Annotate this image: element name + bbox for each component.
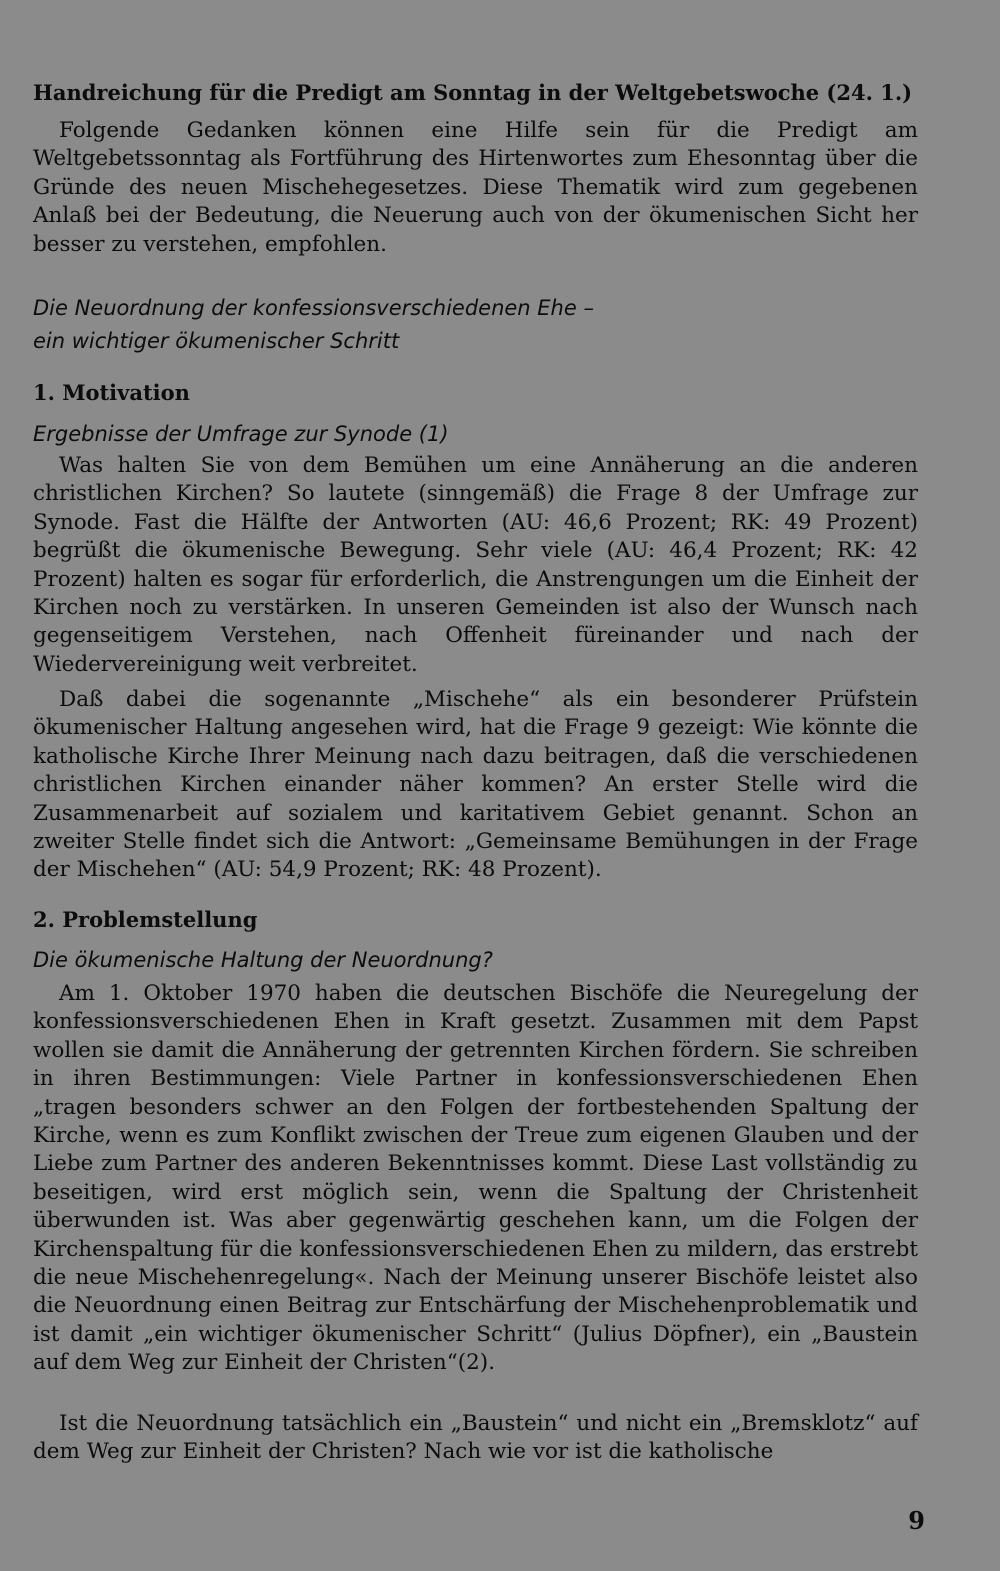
page-title: Handreichung für die Predigt am Sonntag in der Weltgebetswoche (24. 1.): [33, 80, 913, 105]
page-number: 9: [908, 1506, 925, 1535]
section-2-paragraph-2: Ist die Neuordnung tatsächlich ein „Baustein“ und nicht ein „Bremsklotz“ auf dem Weg zur Einheit der Christen? Nach wie vor ist die katholische: [33, 1411, 918, 1465]
intro-paragraph: Folgende Gedanken können eine Hilfe sein für die Predigt am Weltgebetssonntag als Fortführung des Hirtenwortes zum Ehesonntag über die Gründe des neuen Mischehegesetzes. Diese Thematik wird zum gegebenen Anlaß bei der Bedeutung, die Neuerung auch von der ökumenischen Sicht her besser zu verstehen, empfohlen.: [33, 118, 918, 257]
section-1-subheading: Ergebnisse der Umfrage zur Synode (1): [33, 422, 449, 446]
section-2-paragraph-1: Am 1. Oktober 1970 haben die deutschen Bischöfe die Neuregelung der konfessionsverschiedenen Ehen in Kraft gesetzt. Zusammen mit dem Papst wollen sie damit die Annäherung der getrennten Kirchen fördern. Sie schreiben in ihren Bestimmungen: Viele Partner in konfessionsverschiedenen Ehen „tragen besonders schwer an den Folgen der fortbestehenden Spaltung der Kirche, wenn es zum Konflikt zwischen der Treue zum eigenen Glauben und der Liebe zum Partner des anderen Bekenntnisses kommt. Diese Last vollständig zu beseitigen, wird erst möglich sein, wenn die Spaltung der Christenheit überwunden ist. Was aber gegenwärtig geschehen kann, um die Folgen der Kirchenspaltung für die konfessionsverschiedenen Ehen zu mildern, das erstrebt die neue Mischehenregelung«. Nach der Meinung unserer Bischöfe leistet also die Neuordnung einen Beitrag zur Entschärfung der Mischehenproblematik und ist damit „ein wichtiger ökumenischer Schritt“ (Julius Döpfner), ein „Baustein auf dem Weg zur Einheit der Christen“(2).: [33, 981, 918, 1376]
section-1-heading: 1. Motivation: [33, 380, 190, 405]
section-1-paragraph-1: Was halten Sie von dem Bemühen um eine Annäherung an die anderen christlichen Kirchen? So lautete (sinngemäß) die Frage 8 der Umfrage zur Synode. Fast die Hälfte der Antworten (AU: 46,6 Prozent; RK: 49 Prozent) begrüßt die ökumenische Bewegung. Sehr viele (AU: 46,4 Prozent; RK: 42 Prozent) halten es sogar für erforderlich, die Anstrengungen um die Einheit der Kirchen noch zu verstärken. In unseren Gemeinden ist also der Wunsch nach gegenseitigem Verstehen, nach Offenheit füreinander und nach der Wiedervereinigung weit verbreitet.: [33, 453, 918, 677]
subtitle-line-2: ein wichtiger ökumenischer Schritt: [33, 329, 400, 353]
section-2-heading: 2. Problemstellung: [33, 907, 258, 932]
subtitle-line-1: Die Neuordnung der konfessionsverschiedenen Ehe –: [33, 296, 594, 320]
section-2-subheading: Die ökumenische Haltung der Neuordnung?: [33, 948, 493, 972]
section-1-paragraph-2: Daß dabei die sogenannte „Mischehe“ als ein besonderer Prüfstein ökumenischer Haltung angesehen wird, hat die Frage 9 gezeigt: Wie könnte die katholische Kirche Ihrer Meinung nach dazu beitragen, daß die verschiedenen christlichen Kirchen einander näher kommen? An erster Stelle wird die Zusammenarbeit auf sozialem und karitativem Gebiet genannt. Schon an zweiter Stelle findet sich die Antwort: „Gemeinsame Bemühungen in der Frage der Mischehen“ (AU: 54,9 Prozent; RK: 48 Prozent).: [33, 687, 918, 883]
